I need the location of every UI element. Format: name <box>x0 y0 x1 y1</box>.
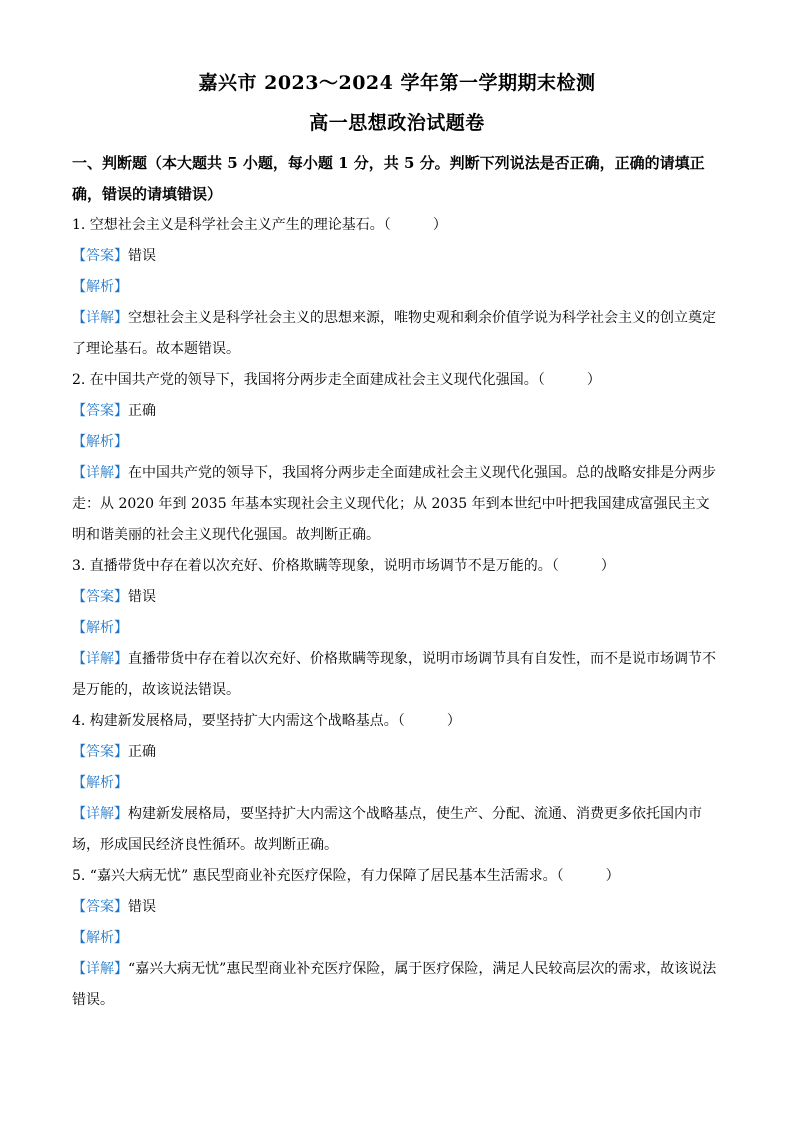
question-block <box>72 551 722 706</box>
right-bracket: 】 <box>114 775 128 791</box>
question-text <box>72 210 722 241</box>
detail-line-label: 详解 <box>86 651 114 667</box>
question-block <box>72 861 722 1016</box>
detail-line-label: 详解 <box>86 465 114 481</box>
answer-line-label: 答案 <box>86 403 114 419</box>
question-block <box>72 365 722 551</box>
question-text <box>72 706 722 737</box>
analysis-line-label: 解析 <box>86 620 114 636</box>
detail-line <box>72 458 722 551</box>
page-title: 嘉兴市 2023～2024 学年第一学期期末检测 <box>198 72 596 94</box>
right-bracket: 】 <box>114 806 128 822</box>
answer-line-text: 错误 <box>128 589 156 605</box>
detail-line <box>72 303 722 365</box>
left-bracket: 【 <box>72 744 86 760</box>
answer-line <box>72 892 722 923</box>
detail-line <box>72 954 722 1016</box>
analysis-line <box>72 923 722 954</box>
left-bracket: 【 <box>72 651 86 667</box>
left-bracket: 【 <box>72 589 86 605</box>
left-bracket: 【 <box>72 806 86 822</box>
question-close-paren: ） <box>600 558 615 574</box>
detail-line-tag <box>72 806 128 822</box>
detail-line-label: 详解 <box>86 310 114 326</box>
answer-line-text: 正确 <box>128 744 156 760</box>
answer-line-label: 答案 <box>86 899 114 915</box>
question-block <box>72 210 722 365</box>
question-close-paren: ） <box>586 372 601 388</box>
analysis-line <box>72 427 722 458</box>
right-bracket: 】 <box>114 279 128 295</box>
detail-line-tag <box>72 465 128 481</box>
question-list <box>72 210 722 1016</box>
section-heading: 一、判断题（本大题共 5 小题，每小题 1 分，共 5 分。判断下列说法是否正确，正确的请填正确，错误的请填错误） <box>72 154 705 203</box>
left-bracket: 【 <box>72 434 86 450</box>
answer-line-tag <box>72 744 128 760</box>
answer-line-label: 答案 <box>86 589 114 605</box>
answer-line <box>72 241 722 272</box>
left-bracket: 【 <box>72 899 86 915</box>
answer-line <box>72 582 722 613</box>
detail-line <box>72 644 722 706</box>
answer-line-text: 错误 <box>128 248 156 264</box>
left-bracket: 【 <box>72 279 86 295</box>
analysis-line-tag <box>72 279 128 295</box>
right-bracket: 】 <box>114 403 128 419</box>
question-close-paren: ） <box>605 868 620 884</box>
left-bracket: 【 <box>72 775 86 791</box>
left-bracket: 【 <box>72 930 86 946</box>
detail-line-text: 直播带货中存在着以次充好、价格欺瞒等现象，说明市场调节具有自发性，而不是说市场调节不是万能的，故该说法错误。 <box>72 651 716 698</box>
question-text <box>72 365 722 396</box>
analysis-line-tag <box>72 434 128 450</box>
right-bracket: 】 <box>114 589 128 605</box>
detail-line-tag <box>72 651 128 667</box>
analysis-line-label: 解析 <box>86 775 114 791</box>
right-bracket: 】 <box>114 434 128 450</box>
right-bracket: 】 <box>114 248 128 264</box>
detail-line-label: 详解 <box>86 806 114 822</box>
analysis-line <box>72 272 722 303</box>
detail-line-text: “嘉兴大病无忧”惠民型商业补充医疗保险，属于医疗保险，满足人民较高层次的需求，故该说法错误。 <box>72 961 717 1008</box>
left-bracket: 【 <box>72 310 86 326</box>
detail-line <box>72 799 722 861</box>
right-bracket: 】 <box>114 930 128 946</box>
question-block <box>72 706 722 861</box>
right-bracket: 】 <box>114 310 128 326</box>
detail-line-text: 在中国共产党的领导下，我国将分两步走全面建成社会主义现代化强国。总的战略安排是分两步走：从 2020 年到 2035 年基本实现社会主义现代化；从 2035 年到本世纪中叶把我国建成富强民主文明和谐美丽的社会主义现代化强国。故判断正确。 <box>72 465 716 543</box>
left-bracket: 【 <box>72 620 86 636</box>
analysis-line-tag <box>72 930 128 946</box>
question-stem: 3. 直播带货中存在着以次充好、价格欺瞒等现象，说明市场调节不是万能的。（ <box>72 558 559 574</box>
question-close-paren: ） <box>446 713 461 729</box>
answer-line-tag <box>72 403 128 419</box>
question-stem: 4. 构建新发展格局，要坚持扩大内需这个战略基点。（ <box>72 713 405 729</box>
detail-line-label: 详解 <box>86 961 114 977</box>
left-bracket: 【 <box>72 248 86 264</box>
analysis-line <box>72 768 722 799</box>
detail-line-tag <box>72 961 128 977</box>
analysis-line-tag <box>72 620 128 636</box>
answer-line-tag <box>72 589 128 605</box>
question-close-paren: ） <box>432 217 447 233</box>
answer-line-label: 答案 <box>86 744 114 760</box>
analysis-line <box>72 613 722 644</box>
answer-line-tag <box>72 899 128 915</box>
question-stem: 1. 空想社会主义是科学社会主义产生的理论基石。（ <box>72 217 391 233</box>
question-stem: 5. “嘉兴大病无忧” 惠民型商业补充医疗保险，有力保障了居民基本生活需求。（ <box>72 868 564 884</box>
right-bracket: 】 <box>114 620 128 636</box>
right-bracket: 】 <box>114 961 128 977</box>
detail-line-text: 构建新发展格局，要坚持扩大内需这个战略基点，使生产、分配、流通、消费更多依托国内市场，形成国民经济良性循环。故判断正确。 <box>72 806 702 853</box>
answer-line-tag <box>72 248 128 264</box>
answer-line <box>72 737 722 768</box>
detail-line-tag <box>72 310 128 326</box>
page-subtitle: 高一思想政治试题卷 <box>309 112 485 134</box>
right-bracket: 】 <box>114 465 128 481</box>
right-bracket: 】 <box>114 744 128 760</box>
answer-line-text: 正确 <box>128 403 156 419</box>
question-text <box>72 551 722 582</box>
right-bracket: 】 <box>114 651 128 667</box>
analysis-line-label: 解析 <box>86 279 114 295</box>
left-bracket: 【 <box>72 465 86 481</box>
question-text <box>72 861 722 892</box>
analysis-line-label: 解析 <box>86 434 114 450</box>
answer-line-label: 答案 <box>86 248 114 264</box>
question-stem: 2. 在中国共产党的领导下，我国将分两步走全面建成社会主义现代化强国。（ <box>72 372 545 388</box>
analysis-line-label: 解析 <box>86 930 114 946</box>
right-bracket: 】 <box>114 899 128 915</box>
left-bracket: 【 <box>72 961 86 977</box>
left-bracket: 【 <box>72 403 86 419</box>
answer-line-text: 错误 <box>128 899 156 915</box>
detail-line-text: 空想社会主义是科学社会主义的思想来源，唯物史观和剩余价值学说为科学社会主义的创立奠定了理论基石。故本题错误。 <box>72 310 716 357</box>
analysis-line-tag <box>72 775 128 791</box>
answer-line <box>72 396 722 427</box>
